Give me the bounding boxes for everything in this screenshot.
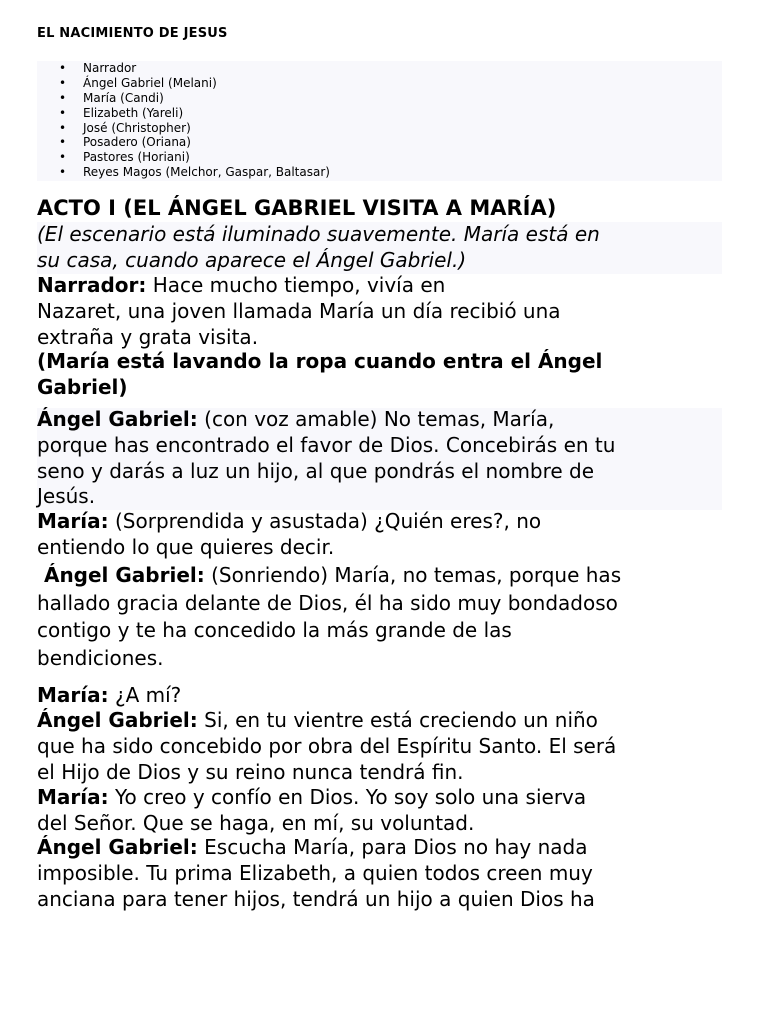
act-heading: ACTO I (EL ÁNGEL GABRIEL VISITA A MARÍA)	[37, 196, 557, 220]
bullet-icon: •	[59, 135, 67, 150]
bullet-icon: •	[59, 150, 67, 165]
cast-item: • Pastores (Horiani)	[59, 150, 190, 165]
cast-item: • Narrador	[59, 61, 137, 75]
cast-item: • María (Candi)	[59, 90, 164, 105]
speaker-name: Narrador:	[37, 273, 147, 297]
document-title: EL NACIMIENTO DE JESUS	[37, 26, 228, 41]
speaker-name: Ángel Gabriel:	[37, 407, 198, 431]
gabriel-dialogue: Ángel Gabriel: (Sonriendo) María, no temas, porque has hallado gracia delante de Dios, él ha sido muy bondadoso contigo y te ha concedido la más grande de las bendiciones.	[37, 563, 622, 670]
cast-item: • Reyes Magos (Melchor, Gaspar, Baltasar)	[59, 165, 330, 180]
cast-item: • José (Christopher)	[59, 120, 191, 135]
narrator-dialogue: Narrador: Hace mucho tiempo, vivía en Nazaret, una joven llamada María un día recibió una extraña y grata visita.	[37, 273, 561, 349]
speaker-name: María:	[37, 785, 109, 809]
gabriel-dialogue: Ángel Gabriel: Escucha María, para Dios no hay nada imposible. Tu prima Elizabeth, a quien todos creen muy anciana para tener hijos, tendrá un hijo a quien Dios ha	[37, 835, 595, 911]
cast-item: • Elizabeth (Yareli)	[59, 105, 184, 120]
maria-dialogue: María: ¿A mí?	[37, 683, 182, 707]
bullet-icon: •	[59, 61, 67, 75]
maria-dialogue: María: (Sorprendida y asustada) ¿Quién eres?, no entiendo lo que quieres decir.	[37, 509, 542, 559]
stage-direction: (María está lavando la ropa cuando entra el Ángel Gabriel)	[37, 349, 603, 399]
speaker-name: Ángel Gabriel:	[37, 563, 205, 587]
speaker-name: Ángel Gabriel:	[37, 708, 198, 732]
stage-direction: (El escenario está iluminado suavemente. María está en su casa, cuando aparece el Ángel Gabriel.)	[37, 222, 600, 272]
cast-item: • Ángel Gabriel (Melani)	[59, 75, 217, 90]
gabriel-dialogue: Ángel Gabriel: Si, en tu vientre está creciendo un niño que ha sido concebido por obra del Espíritu Santo. El será el Hijo de Dios y su reino nunca tendrá fin.	[37, 708, 617, 784]
speaker-name: María:	[37, 683, 109, 707]
bullet-icon: •	[59, 75, 67, 90]
speaker-name: Ángel Gabriel:	[37, 835, 198, 859]
cast-list	[37, 61, 722, 180]
bullet-icon: •	[59, 165, 67, 180]
cast-list-block	[37, 61, 722, 181]
maria-dialogue: María: Yo creo y confío en Dios. Yo soy solo una sierva del Señor. Que se haga, en mí, su voluntad.	[37, 785, 587, 835]
speaker-name: María:	[37, 509, 109, 533]
bullet-icon: •	[59, 90, 67, 105]
bullet-icon: •	[59, 120, 67, 135]
cast-item: • Posadero (Oriana)	[59, 135, 191, 150]
bullet-icon: •	[59, 105, 67, 120]
gabriel-dialogue: Ángel Gabriel: (con voz amable) No temas, María, porque has encontrado el favor de Dios. Concebirás en tu seno y darás a luz un hijo, al que pondrás el nombre de Jesús.	[37, 407, 616, 509]
